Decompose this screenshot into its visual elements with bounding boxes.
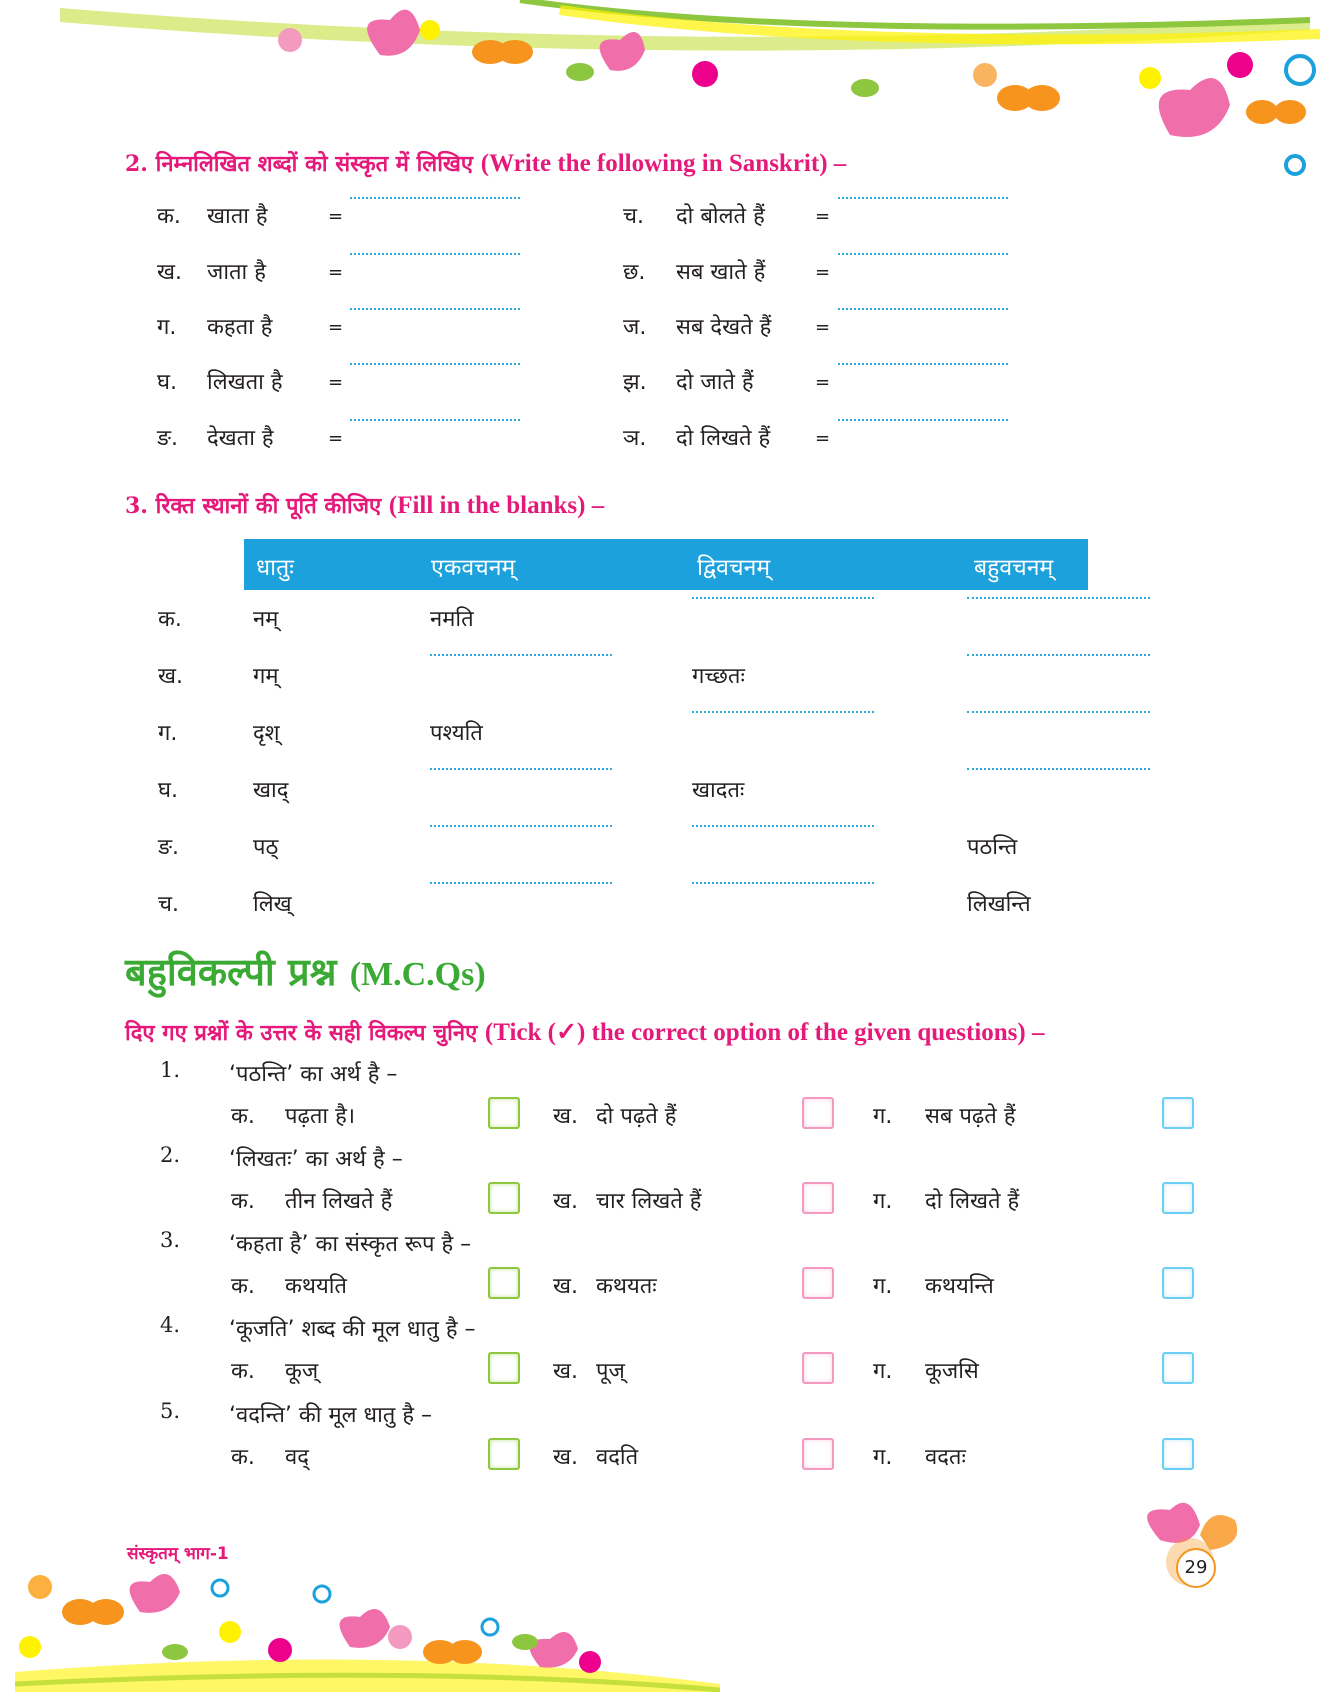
table-cell-dvi: गच्छतः [692, 664, 745, 689]
mcq-option-key: ग. [873, 1274, 893, 1299]
q2-answer-blank[interactable] [350, 253, 520, 255]
q2-answer-blank[interactable] [350, 419, 520, 421]
mcq-option-text: कूजसि [925, 1359, 979, 1384]
mcq-instruction [125, 1017, 1044, 1047]
q2-answer-blank[interactable] [838, 363, 1008, 365]
q2-equals-sign: = [328, 262, 344, 283]
page-number: 29 [1176, 1548, 1216, 1588]
q2-item-key: च. [623, 204, 644, 229]
q2-equals-sign: = [815, 262, 831, 283]
q2-item-key: ञ. [623, 426, 647, 451]
table-blank-eka[interactable] [430, 654, 612, 656]
table-row-key: क. [158, 607, 182, 632]
q2-equals-sign: = [328, 372, 344, 393]
q2-answer-blank[interactable] [838, 197, 1008, 199]
table-header [244, 539, 1088, 590]
mcq-option-checkbox[interactable] [488, 1267, 520, 1299]
q3-heading [125, 490, 604, 520]
mcq-option-text: दो पढ़ते हैं [596, 1104, 677, 1129]
mcq-option-key: क. [231, 1445, 255, 1470]
table-cell-dhatu: गम् [253, 664, 279, 689]
column-header-dvivachan: द्विवचनम् [697, 555, 771, 581]
table-row-key: ङ. [158, 835, 180, 860]
q2-item-text: दो बोलते हैं [676, 204, 765, 229]
q2-item-text: दो जाते हैं [676, 370, 754, 395]
mcq-option-key: क. [231, 1359, 255, 1384]
mcq-question-number: 5. [160, 1399, 181, 1423]
table-cell-dhatu: पठ् [253, 835, 279, 860]
q2-equals-sign: = [328, 317, 344, 338]
mcq-option-checkbox[interactable] [1162, 1352, 1194, 1384]
mcq-option-checkbox[interactable] [802, 1438, 834, 1470]
q2-item-text: कहता है [207, 315, 273, 340]
mcq-option-checkbox[interactable] [488, 1097, 520, 1129]
q2-item-text: दो लिखते हैं [676, 426, 771, 451]
table-cell-dhatu: दृश् [253, 721, 280, 746]
table-blank-bahu[interactable] [967, 597, 1150, 599]
table-cell-dhatu: नम् [253, 607, 279, 632]
table-blank-dvi[interactable] [692, 825, 874, 827]
mcq-option-key: ख. [553, 1104, 578, 1129]
table-cell-eka: नमति [430, 607, 474, 632]
mcq-question-number: 3. [160, 1228, 181, 1252]
mcq-option-checkbox[interactable] [1162, 1097, 1194, 1129]
mcq-option-text: वदति [596, 1445, 639, 1470]
q2-item-key: ज. [623, 315, 647, 340]
q2-equals-sign: = [815, 428, 831, 449]
q2-item-key: छ. [623, 260, 646, 285]
q3-heading-hindi: रिक्त स्थानों की पूर्ति कीजिए [155, 493, 382, 519]
table-blank-dvi[interactable] [692, 711, 874, 713]
q2-item-key: ख. [157, 260, 182, 285]
q2-equals-sign: = [328, 206, 344, 227]
mcq-option-key: क. [231, 1274, 255, 1299]
mcq-option-text: तीन लिखते हैं [285, 1189, 393, 1214]
table-blank-eka[interactable] [430, 825, 612, 827]
q2-item-text: खाता है [207, 204, 268, 229]
table-row-key: ग. [158, 721, 178, 746]
table-cell-dhatu: लिख् [253, 892, 292, 917]
mcq-question-text: ‘कहता है’ का संस्कृत रूप है – [229, 1232, 472, 1257]
mcq-option-text: सब पढ़ते हैं [925, 1104, 1016, 1129]
bottom-decorative-border [0, 1572, 1332, 1692]
q2-answer-blank[interactable] [838, 253, 1008, 255]
mcq-title [125, 945, 486, 997]
table-blank-eka[interactable] [430, 768, 612, 770]
q3-number: 3. [125, 493, 148, 519]
table-cell-bahu: पठन्ति [967, 835, 1018, 860]
mcq-option-checkbox[interactable] [802, 1352, 834, 1384]
mcq-option-text: कथयतः [596, 1274, 657, 1299]
mcq-question-text: ‘वदन्ति’ की मूल धातु है – [229, 1403, 432, 1428]
mcq-option-key: ग. [873, 1104, 893, 1129]
q2-item-text: लिखता है [207, 370, 283, 395]
mcq-option-checkbox[interactable] [802, 1267, 834, 1299]
q2-number: 2. [125, 151, 148, 177]
mcq-question-number: 4. [160, 1313, 181, 1337]
q2-item-text: देखता है [207, 426, 274, 451]
q2-answer-blank[interactable] [350, 197, 520, 199]
table-blank-bahu[interactable] [967, 768, 1150, 770]
q2-item-key: घ. [157, 370, 177, 395]
column-header-dhatu: धातुः [256, 555, 294, 581]
mcq-option-key: ख. [553, 1274, 578, 1299]
mcq-title-english: (M.C.Qs) [349, 956, 486, 993]
q2-item-key: क. [157, 204, 181, 229]
table-blank-dvi[interactable] [692, 597, 874, 599]
mcq-option-key: क. [231, 1189, 255, 1214]
mcq-option-checkbox[interactable] [802, 1182, 834, 1214]
column-header-bahuvachan: बहुवचनम् [974, 555, 1054, 581]
q2-item-key: ग. [157, 315, 177, 340]
mcq-question-text: ‘पठन्ति’ का अर्थ है – [229, 1062, 398, 1087]
mcq-option-text: कूज् [285, 1359, 319, 1384]
heart-leaf-icon [130, 1574, 578, 1668]
table-cell-eka: पश्यति [430, 721, 483, 746]
mcq-question-number: 1. [160, 1058, 181, 1082]
table-cell-dhatu: खाद् [253, 778, 289, 803]
q2-answer-blank[interactable] [838, 419, 1008, 421]
mcq-instruction-hindi: दिए गए प्रश्नों के उत्तर के सही विकल्प चुनिए [125, 1020, 478, 1046]
q2-answer-blank[interactable] [350, 363, 520, 365]
q2-heading [125, 148, 846, 178]
q2-equals-sign: = [815, 317, 831, 338]
table-row-key: च. [158, 892, 179, 917]
mcq-option-checkbox[interactable] [1162, 1267, 1194, 1299]
mcq-option-text: कथयन्ति [925, 1274, 994, 1299]
q2-equals-sign: = [815, 206, 831, 227]
mcq-option-text: वदतः [925, 1445, 966, 1470]
q2-item-key: झ. [623, 370, 647, 395]
mcq-option-key: ख. [553, 1359, 578, 1384]
mcq-option-key: ग. [873, 1359, 893, 1384]
q2-heading-hindi: निम्नलिखित शब्दों को संस्कृत में लिखिए [155, 151, 474, 177]
table-row-key: घ. [158, 778, 178, 803]
mcq-option-key: ग. [873, 1445, 893, 1470]
mcq-option-key: क. [231, 1104, 255, 1129]
mcq-option-text: चार लिखते हैं [596, 1189, 702, 1214]
mcq-option-key: ग. [873, 1189, 893, 1214]
book-title: संस्कृतम् भाग-1 [127, 1544, 229, 1564]
mcq-question-text: ‘कूजति’ शब्द की मूल धातु है – [229, 1317, 476, 1342]
column-header-ekavachan: एकवचनम् [431, 555, 516, 581]
q2-item-text: सब खाते हैं [676, 260, 766, 285]
mcq-option-checkbox[interactable] [488, 1438, 520, 1470]
mcq-question-number: 2. [160, 1143, 181, 1167]
mcq-title-hindi: बहुविकल्पी प्रश्न [125, 949, 337, 994]
mcq-option-checkbox[interactable] [488, 1352, 520, 1384]
table-blank-bahu[interactable] [967, 711, 1150, 713]
q2-answer-blank[interactable] [350, 308, 520, 310]
table-cell-bahu: लिखन्ति [967, 892, 1031, 917]
mcq-option-checkbox[interactable] [1162, 1182, 1194, 1214]
table-row-key: ख. [158, 664, 183, 689]
table-blank-dvi[interactable] [692, 882, 874, 884]
mcq-option-checkbox[interactable] [488, 1182, 520, 1214]
q2-answer-blank[interactable] [838, 308, 1008, 310]
q2-equals-sign: = [328, 428, 344, 449]
q2-item-key: ङ. [157, 426, 179, 451]
q2-equals-sign: = [815, 372, 831, 393]
mcq-option-checkbox[interactable] [802, 1097, 834, 1129]
mcq-instruction-english: (Tick (✓) the correct option of the given questions) – [484, 1019, 1045, 1046]
mcq-option-checkbox[interactable] [1162, 1438, 1194, 1470]
mcq-option-key: ख. [553, 1445, 578, 1470]
mcq-question-text: ‘लिखतः’ का अर्थ है – [229, 1147, 403, 1172]
q2-item-text: सब देखते हैं [676, 315, 772, 340]
mcq-option-text: पढ़ता है। [285, 1104, 356, 1129]
table-blank-bahu[interactable] [967, 654, 1150, 656]
table-blank-eka[interactable] [430, 882, 612, 884]
table-cell-dvi: खादतः [692, 778, 745, 803]
q2-item-text: जाता है [207, 260, 266, 285]
mcq-option-text: पूज् [596, 1359, 625, 1384]
q2-heading-english: (Write the following in Sanskrit) – [480, 150, 847, 177]
mcq-option-text: दो लिखते हैं [925, 1189, 1020, 1214]
mcq-option-text: कथयति [285, 1274, 347, 1299]
q3-heading-english: (Fill in the blanks) – [388, 492, 605, 519]
mcq-option-key: ख. [553, 1189, 578, 1214]
mcq-option-text: वद् [285, 1445, 309, 1470]
